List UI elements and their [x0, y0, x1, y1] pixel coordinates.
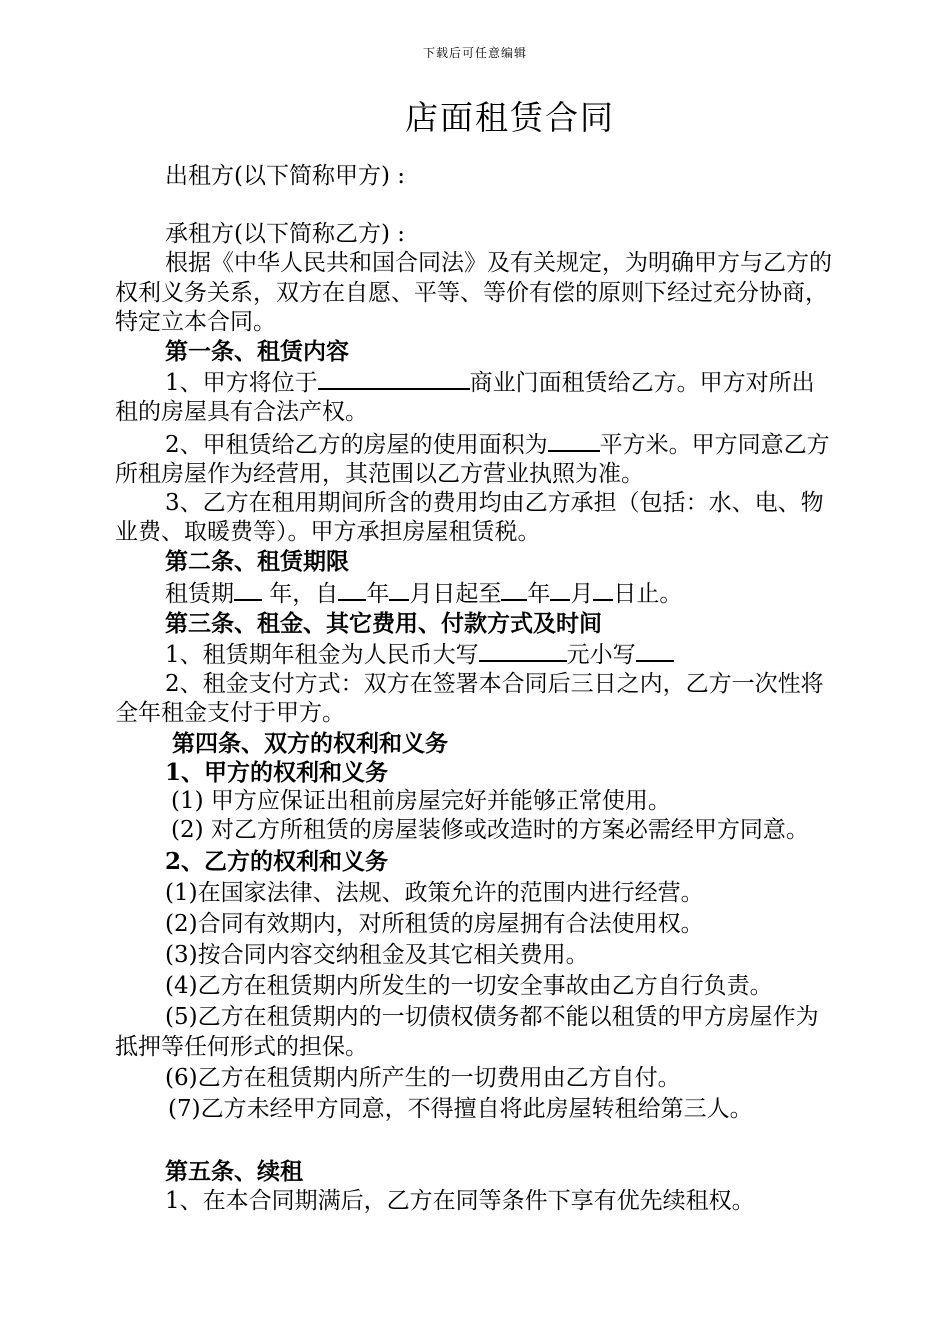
blank-start-year[interactable]	[338, 577, 366, 601]
article-5-clause-1: 1、在本合同期满后，乙方在同等条件下享有优先续租权。	[165, 1187, 755, 1214]
article-4-party-b-item-5: (5)乙方在租赁期内的一切债权债务都不能以租赁的甲方房屋作为抵押等任何形式的担保。	[115, 1004, 819, 1060]
document-title: 店面租赁合同	[405, 98, 615, 137]
blank-start-month[interactable]	[389, 577, 409, 601]
article-2-term: 租赁期 年，自 年 月日起至 年 月 日止。	[115, 577, 835, 609]
page-header: 下载后可任意编辑	[422, 46, 527, 60]
article-4-party-a-item-2: (2) 对乙方所租赁的房屋装修或改造时的方案必需经甲方同意。	[171, 817, 809, 844]
article-4-party-a-item-1: (1) 甲方应保证出租前房屋完好并能够正常使用。	[171, 788, 671, 815]
article-1-clause-1: 1、甲方将位于 商业门面租赁给乙方。甲方对所出租的房屋具有合法产权。	[115, 366, 835, 427]
blank-rent-lowercase[interactable]	[636, 638, 674, 662]
article-2-heading: 第二条、租赁期限	[165, 548, 349, 576]
blank-end-year[interactable]	[501, 577, 527, 601]
article-4-party-b-item-6: (6)乙方在租赁期内所产生的一切费用由乙方自付。	[165, 1064, 681, 1091]
article-4-party-b-item-2: (2)合同有效期内，对所租赁的房屋拥有合法使用权。	[165, 910, 704, 937]
blank-end-day[interactable]	[593, 577, 613, 601]
blank-rent-uppercase[interactable]	[479, 638, 567, 662]
article-4-heading: 第四条、双方的权利和义务	[172, 729, 448, 757]
contract-body	[115, 162, 835, 1216]
article-4-party-b-item-7: (7)乙方未经甲方同意，不得擅自将此房屋转租给第三人。	[168, 1096, 753, 1123]
article-4-party-b-heading: 2、乙方的权利和义务	[165, 848, 389, 876]
article-5-heading: 第五条、续租	[165, 1158, 303, 1186]
party-b-line: 承租方(以下简称乙方) :	[165, 221, 406, 248]
article-4-party-b-item-4: (4)乙方在租赁期内所发生的一切安全事故由乙方自行负责。	[165, 973, 773, 1000]
article-3-heading: 第三条、租金、其它费用、付款方式及时间	[165, 609, 602, 637]
blank-years[interactable]	[234, 577, 262, 601]
blank-end-month[interactable]	[550, 577, 570, 601]
article-4-party-b-item-1: (1)在国家法律、法规、政策允许的范围内进行经营。	[165, 879, 704, 906]
blank-area[interactable]	[548, 428, 600, 452]
article-1-clause-3: 3、乙方在租用期间所含的费用均由乙方承担（包括：水、电、物业费、取暖费等）。甲方承担房屋租赁税。	[115, 490, 824, 546]
intro-paragraph: 根据《中华人民共和国合同法》及有关规定，为明确甲方与乙方的权利义务关系，双方在自愿、平等、等价有偿的原则下经过充分协商，特定立本合同。	[115, 250, 832, 335]
article-4-party-b-item-3: (3)按合同内容交纳租金及其它相关费用。	[165, 942, 589, 969]
article-4-party-a-heading: 1、甲方的权利和义务	[165, 758, 389, 786]
article-1-heading: 第一条、租赁内容	[165, 338, 349, 366]
party-a-line: 出租方(以下简称甲方) :	[165, 163, 406, 189]
article-3-clause-1: 1、租赁期年租金为人民币大写 元小写	[115, 638, 835, 670]
article-3-clause-2: 2、租金支付方式：双方在签署本合同后三日之内，乙方一次性将全年租金支付于甲方。	[115, 671, 824, 727]
blank-location[interactable]	[318, 366, 470, 390]
article-1-clause-2: 2、甲租赁给乙方的房屋的使用面积为 平方米。甲方同意乙方所租房屋作为经营用，其范围以乙方营业执照为准。	[115, 428, 835, 489]
